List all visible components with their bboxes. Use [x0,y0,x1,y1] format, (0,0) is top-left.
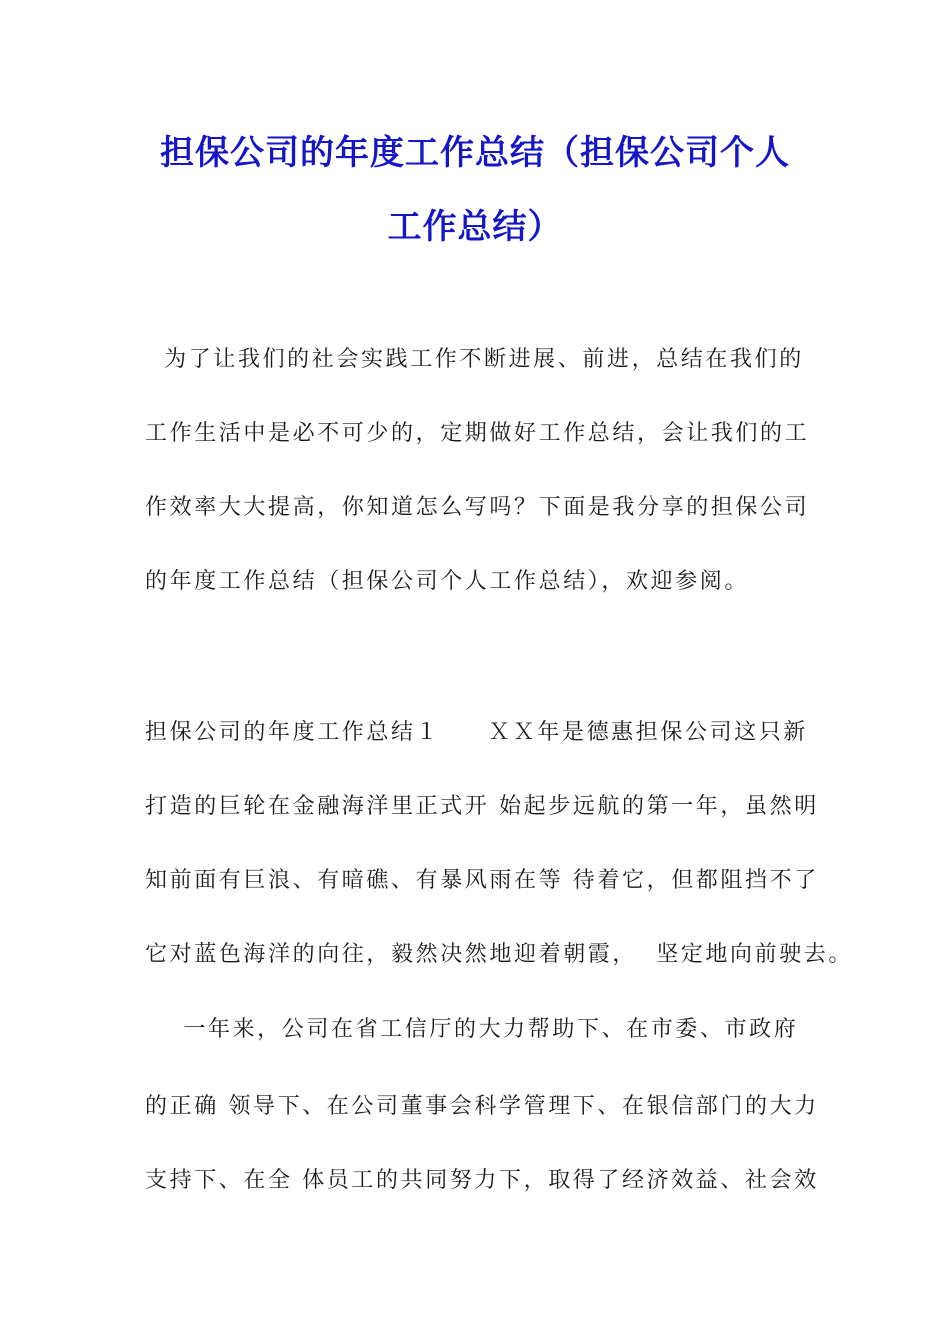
section-line-3: 知前面有巨浪、有暗礁、有暴风雨在等 待着它，但都阻挡不了 [145,868,819,893]
document-title-line-2: 工作总结） [387,207,563,247]
document-title-line-1: 担保公司的年度工作总结（担保公司个人 [160,133,790,173]
section-line-4: 它对蓝色海洋的向往，毅然决然地迎着朝霞， 坚定地向前驶去。 [145,942,853,967]
section-line-7: 支持下、在全 体员工的共同努力下，取得了经济效益、社会效 [145,1168,819,1193]
intro-line-1: 为了让我们的社会实践工作不断进展、前进，总结在我们的 [145,347,804,372]
section-line-2: 打造的巨轮在金融海洋里正式开 始起步远航的第一年，虽然明 [145,794,819,819]
section-line-1: 担保公司的年度工作总结１ ＸＸ年是德惠担保公司这只新 [145,720,808,745]
intro-line-2: 工作生活中是必不可少的，定期做好工作总结，会让我们的工 [145,421,810,446]
intro-line-3: 作效率大大提高，你知道怎么写吗？下面是我分享的担保公司 [145,495,810,520]
intro-line-4: 的年度工作总结（担保公司个人工作总结），欢迎参阅。 [145,569,750,594]
section-line-6: 的正确 领导下、在公司董事会科学管理下、在银信部门的大力 [145,1094,819,1119]
section-line-5: 一年来，公司在省工信厅的大力帮助下、在市委、市政府 [145,1017,799,1042]
